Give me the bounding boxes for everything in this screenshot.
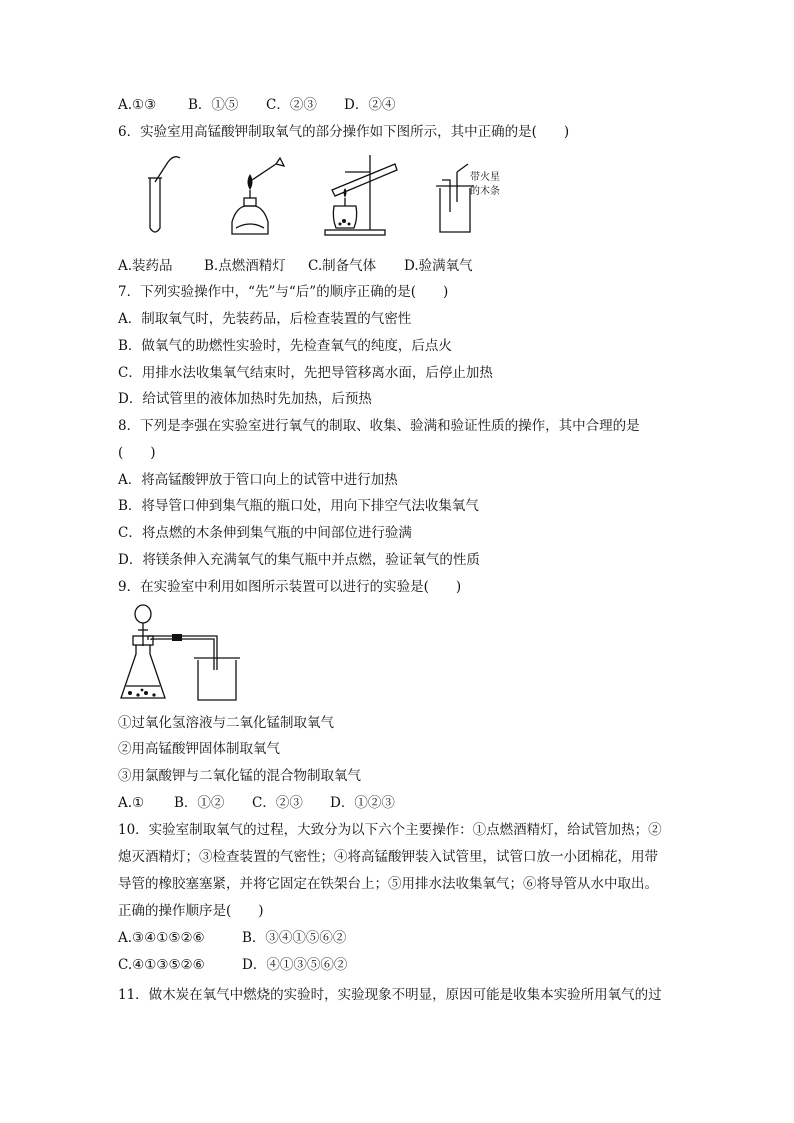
iron-stand-apparatus-icon: [325, 155, 397, 235]
q10-option-d: D．④①③⑤⑥②: [242, 957, 348, 973]
q6-option-b: B.点燃酒精灯: [204, 258, 286, 274]
alcohol-lamp-icon: [232, 158, 284, 234]
q5-options: [118, 96, 395, 114]
q6-option-a: A.装药品: [118, 258, 173, 274]
q6-figure: [140, 150, 520, 240]
q10-option-a: A.③④①⑤②⑥: [118, 930, 205, 946]
q10-options-row-1: [118, 929, 346, 947]
q9-figure: [118, 600, 248, 706]
q8-option-c: C．将点燃的木条伸到集气瓶的中间部位进行验满: [118, 525, 412, 541]
q6-stem: 6．实验室用高锰酸钾制取氧气的部分操作如下图所示，其中正确的是( ): [118, 124, 570, 140]
q9-option-b: B．①②: [174, 795, 225, 811]
q10-line-1: 10．实验室制取氧气的过程，大致分为以下六个主要操作：①点燃酒精灯，给试管加热；②: [118, 822, 662, 838]
q9-item-3: ③用氯酸钾与二氧化锰的混合物制取氧气: [118, 768, 361, 784]
q7-option-b: B．做氧气的助燃性实验时，先检查氧气的纯度，后点火: [118, 338, 452, 354]
q7-stem: 7．下列实验操作中，“先”与“后”的顺序正确的是( ): [118, 284, 449, 300]
q9-option-a: A.①: [118, 795, 145, 811]
q8-stem: 8．下列是李强在实验室进行氧气的制取、收集、验满和验证性质的操作，其中合理的是: [118, 418, 640, 434]
q6-figure-label-2: 的木条: [470, 186, 500, 197]
q9-options: [118, 794, 395, 812]
q9-stem: 9．在实验室中利用如图所示装置可以进行的实验是( ): [118, 579, 462, 595]
q9-item-2: ②用高锰酸钾固体制取氧气: [118, 741, 280, 757]
q11-line-1: 11．做木炭在氧气中燃烧的实验时，实验现象不明显，原因可能是收集本实验所用氧气的过: [118, 987, 662, 1003]
q5-option-b: B．①⑤: [188, 97, 239, 113]
q7-option-d: D．给试管里的液体加热时先加热，后预热: [118, 391, 372, 407]
q6-option-c: C.制备气体: [308, 258, 377, 274]
q10-options-row-2: [118, 956, 347, 974]
q7-option-a: A．制取氧气时，先装药品，后检查装置的气密性: [118, 311, 412, 327]
gas-jar-splint-icon: [436, 164, 500, 232]
q10-line-3: 导管的橡胶塞塞紧，并将它固定在铁架台上；⑤用排水法收集氧气；⑥将导管从水中取出。: [118, 876, 658, 892]
q5-option-a: A.①③: [118, 97, 157, 113]
q9-item-1: ①过氧化氢溶液与二氧化锰制取氧气: [118, 715, 334, 731]
q10-option-b: B．③④①⑤⑥②: [242, 930, 347, 946]
q5-option-d: D．②④: [344, 97, 396, 113]
q6-option-d: D.验满氧气: [404, 258, 473, 274]
conical-flask-apparatus-icon: [121, 605, 240, 700]
q6-figure-label-1: 带火星: [470, 172, 500, 183]
q5-option-c: C．②③: [266, 97, 317, 113]
test-tube-spatula-icon: [148, 157, 180, 232]
q10-line-4: 正确的操作顺序是( ): [118, 903, 264, 919]
q7-option-c: C．用排水法收集氧气结束时，先把导管移离水面，后停止加热: [118, 365, 493, 381]
q8-option-d: D．将镁条伸入充满氧气的集气瓶中并点燃，验证氧气的性质: [118, 552, 480, 568]
q8-paren: ( ): [118, 445, 156, 461]
q10-option-c: C.④①③⑤②⑥: [118, 957, 205, 973]
q10-line-2: 熄灭酒精灯；③检查装置的气密性；④将高锰酸钾装入试管里，试管口放一小团棉花，用带: [118, 849, 658, 865]
q8-option-b: B．将导管口伸到集气瓶的瓶口处，用向下排空气法收集氧气: [118, 498, 479, 514]
q9-option-d: D．①②③: [330, 795, 395, 811]
q8-option-a: A．将高锰酸钾放于管口向上的试管中进行加热: [118, 472, 398, 488]
q6-options: [118, 257, 473, 275]
q9-option-c: C．②③: [252, 795, 303, 811]
